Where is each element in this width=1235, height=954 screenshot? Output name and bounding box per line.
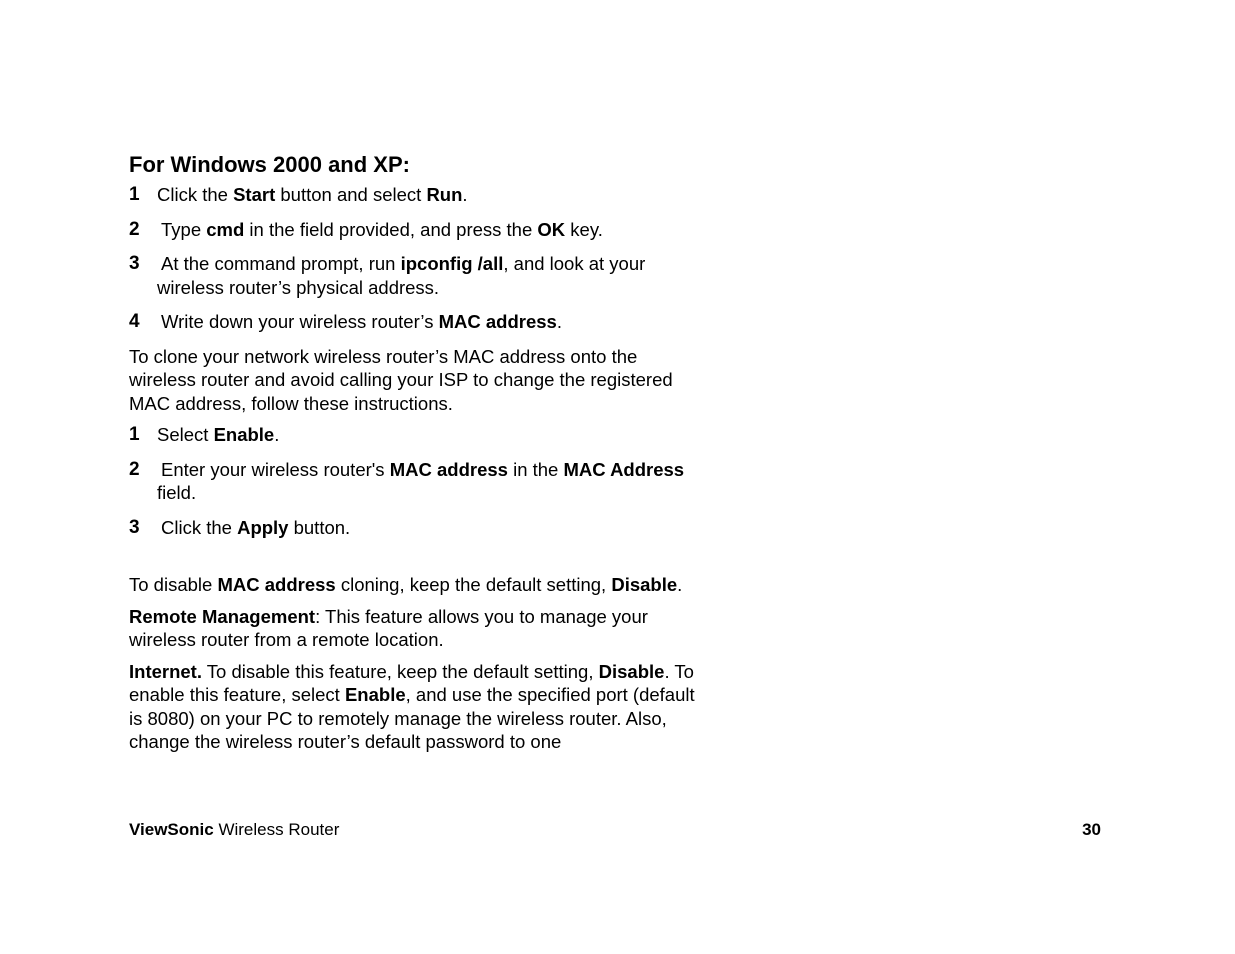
step-number: 4: [129, 311, 140, 332]
step-a-2: [129, 218, 709, 242]
step-number: 1: [129, 184, 140, 205]
step-text: Write down your wireless router’s MAC address.: [161, 311, 562, 332]
section-heading: For Windows 2000 and XP:: [129, 152, 410, 177]
step-b-3: [129, 516, 709, 540]
disable-cloning-paragraph: To disable MAC address cloning, keep the default setting, Disable.: [129, 574, 683, 595]
step-number: 1: [129, 424, 140, 445]
step-text: Enter your wireless router's MAC address in the MAC Address field.: [157, 458, 685, 503]
step-number: 2: [129, 458, 140, 480]
internet-paragraph: Internet. To disable this feature, keep the default setting, Disable. To enable this feature, select Enable, and use the specified port (default is 8080) on your PC to remotely manage the wireless router. Also, change the wireless router’s default password to one: [129, 660, 695, 752]
clone-intro-paragraph: To clone your network wireless router’s MAC address onto the wireless router and avoid calling your ISP to change the registered MAC address, follow these instructions.: [129, 345, 673, 414]
step-text: At the command prompt, run ipconfig /all, and look at your wireless router’s physical address.: [157, 253, 646, 298]
step-b-2: [129, 458, 709, 505]
step-number: 3: [129, 516, 140, 538]
step-text: Click the Apply button.: [161, 516, 351, 538]
page-number: 30: [1082, 820, 1101, 839]
step-a-3: [129, 252, 709, 299]
step-number: 3: [129, 253, 140, 274]
step-text: Select Enable.: [157, 424, 280, 445]
document-body: [129, 151, 709, 762]
step-b-1: [129, 423, 709, 447]
step-a-1: [129, 183, 709, 207]
step-text: Click the Start button and select Run.: [157, 184, 468, 205]
step-a-4: [129, 310, 709, 334]
footer-title: [129, 820, 339, 840]
footer-brand: ViewSonic: [129, 820, 214, 839]
step-number: 2: [129, 218, 140, 240]
footer-product: Wireless Router: [213, 820, 340, 839]
remote-management-paragraph: Remote Management: This feature allows you to manage your wireless router from a remote location.: [129, 605, 648, 650]
step-text: Type cmd in the field provided, and press the OK key.: [161, 218, 603, 240]
